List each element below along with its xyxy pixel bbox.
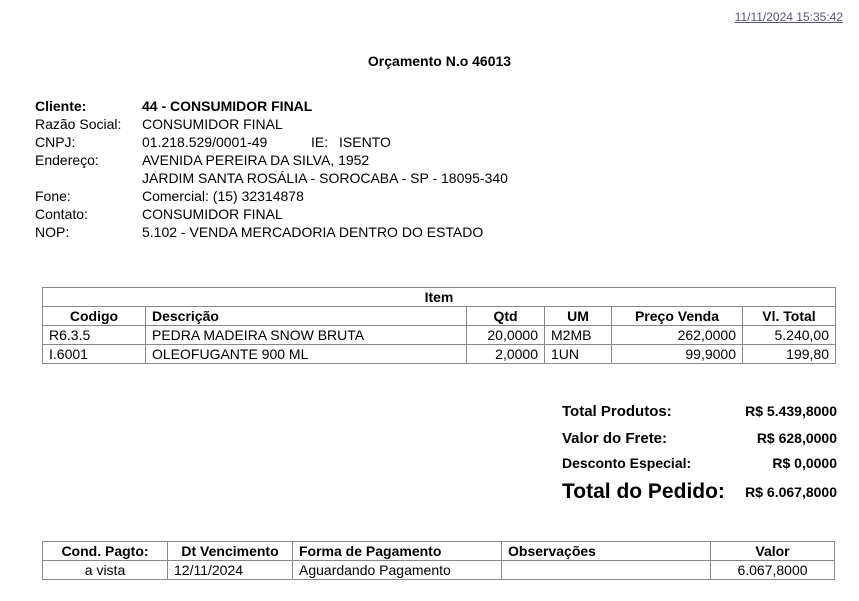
cell-codigo: R6.3.5 <box>43 326 146 345</box>
client-value: 44 - CONSUMIDOR FINAL <box>142 98 313 114</box>
col-dt-vencimento: Dt Vencimento <box>168 542 293 561</box>
total-produtos-value: R$ 5.439,8000 <box>745 403 837 419</box>
total-produtos <box>562 403 837 420</box>
cell-qtd: 2,0000 <box>467 345 545 364</box>
cell-total: 199,80 <box>743 345 836 364</box>
cnpj-label: CNPJ: <box>35 134 76 150</box>
desconto-label: Desconto Especial: <box>562 455 692 471</box>
razao-label: Razão Social: <box>35 116 122 132</box>
col-qtd: Qtd <box>467 307 545 326</box>
cell-descricao: PEDRA MADEIRA SNOW BRUTA <box>146 326 467 345</box>
items-table <box>42 287 836 364</box>
col-um: UM <box>545 307 612 326</box>
cell-dt-vencimento: 12/11/2024 <box>168 561 293 580</box>
ie-value: ISENTO <box>339 134 391 150</box>
col-forma-pagamento: Forma de Pagamento <box>293 542 502 561</box>
contact-label: Contato: <box>35 206 88 222</box>
cell-total: 5.240,00 <box>743 326 836 345</box>
table-row <box>43 326 836 345</box>
cell-um: M2MB <box>545 326 612 345</box>
col-cond-pagto: Cond. Pagto: <box>43 542 168 561</box>
col-descricao: Descrição <box>146 307 467 326</box>
client-label: Cliente: <box>35 98 87 114</box>
valor-frete-label: Valor do Frete: <box>562 430 668 447</box>
total-pedido-label: Total do Pedido: <box>562 480 725 503</box>
table-row <box>43 345 836 364</box>
cell-um: 1UN <box>545 345 612 364</box>
address-value: AVENIDA PEREIRA DA SILVA, 1952 <box>142 152 370 168</box>
cell-forma-pagamento: Aguardando Pagamento <box>293 561 502 580</box>
page-title: Orçamento N.o 46013 <box>367 53 512 69</box>
col-valor: Valor <box>711 542 835 561</box>
total-produtos-label: Total Produtos: <box>562 403 672 420</box>
col-codigo: Codigo <box>43 307 146 326</box>
address-value-2: JARDIM SANTA ROSÁLIA - SOROCABA - SP - 18095-340 <box>142 170 508 186</box>
address-label: Endereço: <box>35 152 99 168</box>
phone-value: Comercial: (15) 32314878 <box>142 188 304 204</box>
razao-value: CONSUMIDOR FINAL <box>142 116 283 132</box>
nop-label: NOP: <box>35 224 70 240</box>
cell-codigo: I.6001 <box>43 345 146 364</box>
cell-observacoes <box>502 561 711 580</box>
client-info <box>35 97 508 241</box>
cell-descricao: OLEOFUGANTE 900 ML <box>146 345 467 364</box>
ie-label: IE: <box>311 134 329 150</box>
cell-valor: 6.067,8000 <box>711 561 835 580</box>
desconto-value: R$ 0,0000 <box>772 455 837 471</box>
items-caption: Item <box>43 288 836 307</box>
valor-frete-value: R$ 628,0000 <box>756 430 837 446</box>
total-pedido-value: R$ 6.067,8000 <box>745 484 837 500</box>
cell-qtd: 20,0000 <box>467 326 545 345</box>
total-pedido <box>562 480 837 504</box>
address-label-2 <box>35 169 142 187</box>
col-observacoes: Observações <box>502 542 711 561</box>
desconto-especial <box>562 455 837 471</box>
cell-preco: 99,9000 <box>612 345 743 364</box>
nop-value: 5.102 - VENDA MERCADORIA DENTRO DO ESTADO <box>142 224 484 240</box>
table-row <box>43 561 835 580</box>
contact-value: CONSUMIDOR FINAL <box>142 206 283 222</box>
col-total: Vl. Total <box>743 307 836 326</box>
valor-frete <box>562 430 837 447</box>
payment-table <box>42 541 835 580</box>
datetime-link[interactable]: 11/11/2024 15:35:42 <box>734 10 843 24</box>
cell-cond-pagto: a vista <box>43 561 168 580</box>
col-preco: Preço Venda <box>612 307 743 326</box>
cnpj-value: 01.218.529/0001-49 <box>142 134 268 150</box>
cell-preco: 262,0000 <box>612 326 743 345</box>
phone-label: Fone: <box>35 188 71 204</box>
